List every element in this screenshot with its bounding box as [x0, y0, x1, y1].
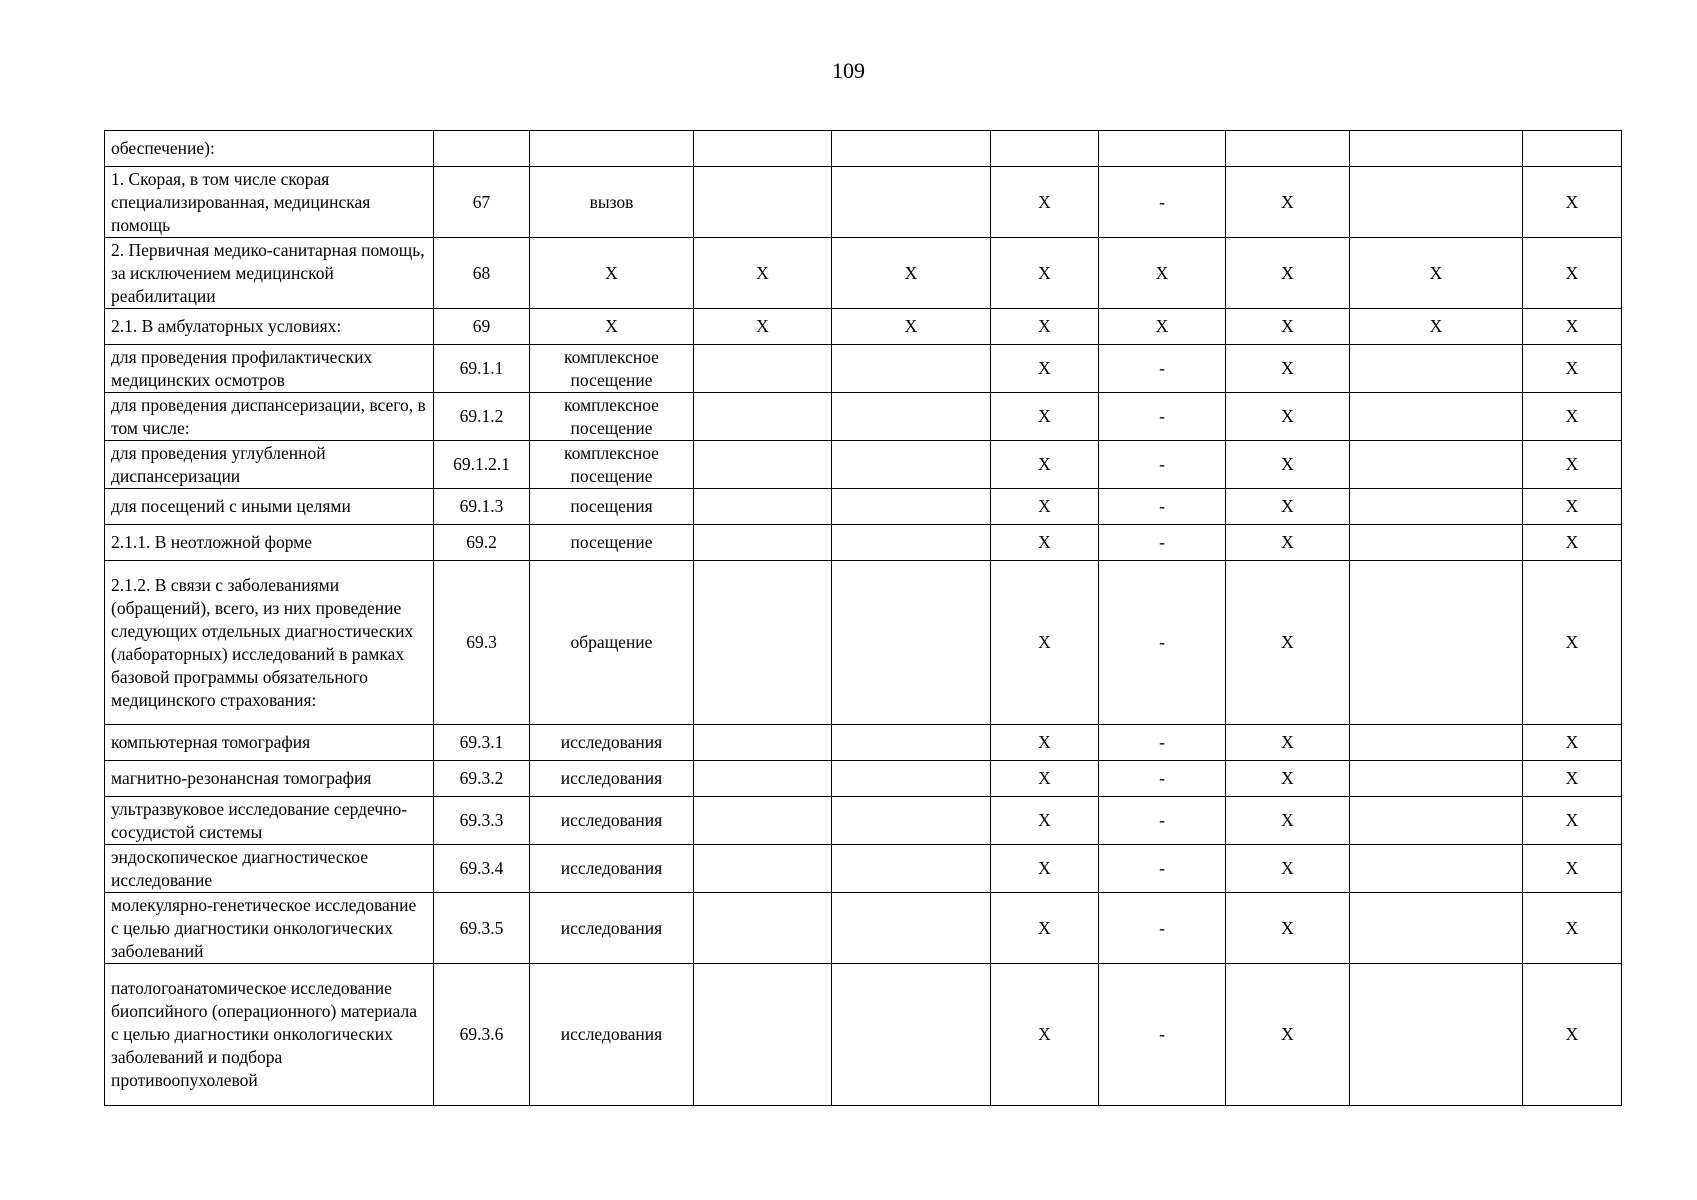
table-row — [105, 964, 1622, 1106]
row-value-cell — [832, 797, 991, 845]
row-name-cell: 2.1.1. В неотложной форме — [105, 525, 434, 561]
row-code-cell: 69.3.4 — [434, 845, 530, 893]
row-value-cell: X — [1523, 893, 1622, 964]
row-name-cell: патологоанатомическое исследование биопсийного (операционного) материала с целью диагностики онкологических заболеваний и подбора противоопухолевой — [105, 964, 434, 1106]
row-value-cell: X — [1226, 238, 1350, 309]
row-name-cell: компьютерная томография — [105, 725, 434, 761]
row-value-cell: X — [1523, 845, 1622, 893]
row-value-cell: X — [991, 393, 1099, 441]
row-value-cell — [832, 893, 991, 964]
row-value-cell: - — [1099, 797, 1226, 845]
table-row — [105, 441, 1622, 489]
row-value-cell — [694, 525, 832, 561]
row-value-cell: X — [991, 525, 1099, 561]
row-value-cell: - — [1099, 489, 1226, 525]
row-code-cell: 69.2 — [434, 525, 530, 561]
row-value-cell: X — [1523, 345, 1622, 393]
row-value-cell: X — [1523, 489, 1622, 525]
row-unit-cell: комплексное посещение — [530, 345, 694, 393]
row-code-cell: 69.3.2 — [434, 761, 530, 797]
row-name-cell: 2.1. В амбулаторных условиях: — [105, 309, 434, 345]
row-value-cell — [832, 489, 991, 525]
row-value-cell — [1350, 561, 1523, 725]
row-value-cell — [1350, 797, 1523, 845]
row-value-cell: X — [1523, 393, 1622, 441]
row-name-cell: для проведения диспансеризации, всего, в том числе: — [105, 393, 434, 441]
page-number: 109 — [832, 58, 865, 83]
table-row — [105, 167, 1622, 238]
row-unit-cell: комплексное посещение — [530, 441, 694, 489]
row-value-cell: X — [1523, 309, 1622, 345]
row-value-cell: X — [1523, 725, 1622, 761]
table-row — [105, 393, 1622, 441]
row-value-cell — [694, 893, 832, 964]
table-row — [105, 797, 1622, 845]
row-value-cell — [832, 561, 991, 725]
row-value-cell: X — [1523, 525, 1622, 561]
row-value-cell: - — [1099, 725, 1226, 761]
data-table — [104, 130, 1622, 1106]
row-value-cell: X — [1099, 238, 1226, 309]
row-code-cell: 69.1.1 — [434, 345, 530, 393]
row-value-cell: X — [1523, 238, 1622, 309]
row-value-cell: - — [1099, 167, 1226, 238]
row-name-cell: 2.1.2. В связи с заболеваниями (обращений), всего, из них проведение следующих отдельных диагностических (лабораторных) исследований в рамках базовой программы обязательного медицинского страхования: — [105, 561, 434, 725]
row-code-cell: 69.1.2.1 — [434, 441, 530, 489]
row-value-cell: X — [1226, 845, 1350, 893]
row-value-cell: X — [1523, 167, 1622, 238]
row-code-cell: 69.1.3 — [434, 489, 530, 525]
row-value-cell — [694, 489, 832, 525]
row-unit-cell: посещения — [530, 489, 694, 525]
row-value-cell — [694, 393, 832, 441]
row-value-cell: X — [991, 345, 1099, 393]
row-unit-cell: X — [530, 309, 694, 345]
row-value-cell — [1350, 893, 1523, 964]
row-value-cell — [1350, 489, 1523, 525]
row-name-cell: для проведения углубленной диспансеризации — [105, 441, 434, 489]
row-value-cell: X — [991, 238, 1099, 309]
row-value-cell: X — [1226, 309, 1350, 345]
row-unit-cell: исследования — [530, 761, 694, 797]
row-value-cell: X — [1226, 393, 1350, 441]
row-code-cell: 69 — [434, 309, 530, 345]
row-value-cell: X — [1226, 964, 1350, 1106]
row-name-cell: 1. Скорая, в том числе скорая специализированная, медицинская помощь — [105, 167, 434, 238]
row-value-cell: X — [991, 797, 1099, 845]
row-value-cell — [694, 797, 832, 845]
row-value-cell — [1350, 345, 1523, 393]
row-unit-cell: X — [530, 238, 694, 309]
table-row — [105, 845, 1622, 893]
row-value-cell — [1350, 131, 1523, 167]
row-value-cell — [694, 725, 832, 761]
table-row — [105, 561, 1622, 725]
row-unit-cell: исследования — [530, 725, 694, 761]
row-value-cell: X — [1226, 893, 1350, 964]
row-value-cell — [832, 345, 991, 393]
table-row — [105, 238, 1622, 309]
row-value-cell — [832, 761, 991, 797]
row-value-cell: X — [991, 441, 1099, 489]
row-code-cell: 69.3 — [434, 561, 530, 725]
row-value-cell: X — [1099, 309, 1226, 345]
row-value-cell — [694, 441, 832, 489]
row-value-cell: X — [1226, 761, 1350, 797]
row-code-cell: 69.3.6 — [434, 964, 530, 1106]
row-value-cell: X — [1350, 238, 1523, 309]
table-row — [105, 131, 1622, 167]
row-value-cell — [1350, 964, 1523, 1106]
table-row — [105, 489, 1622, 525]
row-value-cell — [694, 561, 832, 725]
row-value-cell — [1350, 167, 1523, 238]
table-row — [105, 893, 1622, 964]
row-value-cell — [1523, 131, 1622, 167]
row-value-cell — [832, 167, 991, 238]
row-value-cell: X — [1226, 167, 1350, 238]
row-name-cell: для проведения профилактических медицинских осмотров — [105, 345, 434, 393]
row-value-cell — [694, 167, 832, 238]
row-value-cell — [694, 964, 832, 1106]
row-value-cell: X — [1226, 561, 1350, 725]
row-value-cell: - — [1099, 964, 1226, 1106]
row-value-cell: X — [991, 489, 1099, 525]
row-code-cell: 67 — [434, 167, 530, 238]
row-value-cell: X — [832, 309, 991, 345]
row-unit-cell: комплексное посещение — [530, 393, 694, 441]
row-unit-cell: исследования — [530, 893, 694, 964]
table-row — [105, 345, 1622, 393]
row-value-cell — [694, 761, 832, 797]
row-value-cell — [1350, 845, 1523, 893]
row-name-cell: молекулярно-генетическое исследование с целью диагностики онкологических заболеваний — [105, 893, 434, 964]
table-row — [105, 309, 1622, 345]
row-unit-cell: обращение — [530, 561, 694, 725]
table-row — [105, 761, 1622, 797]
row-value-cell: X — [1523, 441, 1622, 489]
row-value-cell: X — [991, 167, 1099, 238]
row-value-cell — [1350, 393, 1523, 441]
row-value-cell: X — [1350, 309, 1523, 345]
row-value-cell — [1099, 131, 1226, 167]
row-value-cell — [1350, 761, 1523, 797]
row-value-cell — [1350, 725, 1523, 761]
row-unit-cell: посещение — [530, 525, 694, 561]
table-row — [105, 725, 1622, 761]
row-value-cell: - — [1099, 345, 1226, 393]
row-value-cell: X — [1226, 345, 1350, 393]
row-code-cell — [434, 131, 530, 167]
row-value-cell: X — [1523, 561, 1622, 725]
row-value-cell — [694, 345, 832, 393]
row-value-cell: X — [1523, 797, 1622, 845]
row-value-cell — [694, 845, 832, 893]
row-value-cell — [832, 393, 991, 441]
row-value-cell: - — [1099, 761, 1226, 797]
row-unit-cell: исследования — [530, 797, 694, 845]
row-name-cell: для посещений с иными целями — [105, 489, 434, 525]
row-value-cell: X — [991, 761, 1099, 797]
row-value-cell — [1350, 441, 1523, 489]
row-value-cell — [1350, 525, 1523, 561]
row-code-cell: 69.1.2 — [434, 393, 530, 441]
row-value-cell: X — [694, 238, 832, 309]
row-value-cell — [832, 525, 991, 561]
row-unit-cell — [530, 131, 694, 167]
row-name-cell: эндоскопическое диагностическое исследование — [105, 845, 434, 893]
row-unit-cell: исследования — [530, 845, 694, 893]
row-value-cell: X — [991, 845, 1099, 893]
row-value-cell: X — [1226, 489, 1350, 525]
row-value-cell: X — [991, 561, 1099, 725]
row-value-cell: X — [832, 238, 991, 309]
table-row — [105, 525, 1622, 561]
row-value-cell — [694, 131, 832, 167]
row-value-cell: X — [1523, 964, 1622, 1106]
row-value-cell: X — [991, 725, 1099, 761]
row-value-cell — [832, 964, 991, 1106]
row-code-cell: 69.3.5 — [434, 893, 530, 964]
row-value-cell — [832, 441, 991, 489]
row-code-cell: 69.3.1 — [434, 725, 530, 761]
row-value-cell: X — [1226, 797, 1350, 845]
row-value-cell: - — [1099, 525, 1226, 561]
row-value-cell: X — [694, 309, 832, 345]
row-value-cell — [1226, 131, 1350, 167]
row-value-cell: - — [1099, 845, 1226, 893]
row-unit-cell: исследования — [530, 964, 694, 1106]
row-value-cell: X — [1523, 761, 1622, 797]
row-value-cell: - — [1099, 441, 1226, 489]
row-name-cell: 2. Первичная медико-санитарная помощь, за исключением медицинской реабилитации — [105, 238, 434, 309]
row-value-cell — [832, 131, 991, 167]
row-value-cell: X — [991, 893, 1099, 964]
row-value-cell — [832, 845, 991, 893]
row-unit-cell: вызов — [530, 167, 694, 238]
row-code-cell: 68 — [434, 238, 530, 309]
row-value-cell: X — [991, 309, 1099, 345]
row-name-cell: обеспечение): — [105, 131, 434, 167]
row-value-cell: X — [1226, 441, 1350, 489]
row-value-cell: - — [1099, 893, 1226, 964]
row-name-cell: ультразвуковое исследование сердечно-сосудистой системы — [105, 797, 434, 845]
row-value-cell: - — [1099, 393, 1226, 441]
row-value-cell: X — [1226, 725, 1350, 761]
row-code-cell: 69.3.3 — [434, 797, 530, 845]
row-value-cell — [832, 725, 991, 761]
row-value-cell — [991, 131, 1099, 167]
row-value-cell: X — [991, 964, 1099, 1106]
row-value-cell: X — [1226, 525, 1350, 561]
row-value-cell: - — [1099, 561, 1226, 725]
row-name-cell: магнитно-резонансная томография — [105, 761, 434, 797]
